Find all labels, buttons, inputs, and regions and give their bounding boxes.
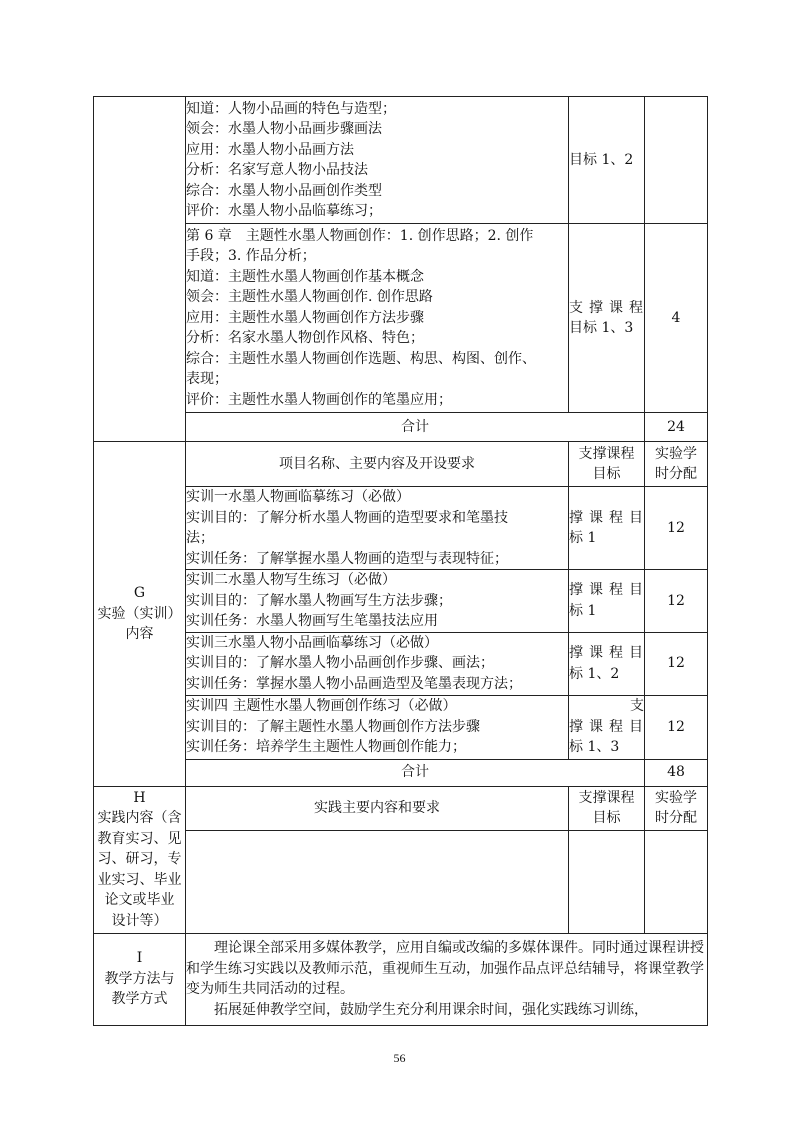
text-line: 实训四 主题性水墨人物画创作练习（必做） <box>186 698 457 715</box>
section-f-continuation-cell <box>94 97 186 442</box>
text-line: 实训二水墨人物写生练习（必做） <box>186 572 396 588</box>
method-paragraph: 理论课全部采用多媒体教学，应用自编或改编的多媒体课件。同时通过课程讲授和学生练习实践以及教师示范，重视师生互动，加强作品点评总结辅导，将课堂教学变为师生共同活动的过程。 <box>186 940 704 997</box>
text-line: 实训目的：了解水墨人物画写生方法步骤； <box>186 592 452 609</box>
section-g-hours-header: 实验学 时分配 <box>645 442 708 487</box>
section-h-content-header: 实践主要内容和要求 <box>186 786 569 830</box>
total-hours: 48 <box>645 759 708 786</box>
section-g-title: G 实验（实训） 内容 <box>94 442 186 787</box>
text-line: 实训目的：了解分析水墨人物画的造型要求和笔墨技 <box>186 509 508 526</box>
subtotal-hours: 24 <box>645 413 708 442</box>
training-support: 支 撑课程目 标 1、3 <box>569 695 645 759</box>
page-number: 56 <box>393 1051 406 1065</box>
text-line: 表现； <box>186 371 228 388</box>
text-line: 实训一水墨人物画临摹练习（必做） <box>186 489 410 505</box>
chapter6-hours: 4 <box>645 224 708 413</box>
method-paragraph: 拓展延伸教学空间，鼓励学生充分利用课余时间，强化实践练习训练， <box>214 1001 648 1018</box>
training-row <box>94 570 708 633</box>
training-row <box>94 695 708 759</box>
text-line: 分析：名家写意人物小品技法 <box>186 162 368 178</box>
section-h-support-header: 支撑课程 目标 <box>569 786 645 830</box>
training-support: 撑课程目 标 1 <box>569 487 645 570</box>
training-content <box>186 487 569 570</box>
text-line: 评价：主题性水墨人物画创作的笔墨应用； <box>186 391 452 408</box>
total-row <box>94 759 708 786</box>
chapter5-support: 目标 1、2 <box>569 97 645 224</box>
chapter5-row <box>94 97 708 224</box>
training-support: 撑课程目 标 1、2 <box>569 632 645 695</box>
training-hours: 12 <box>645 487 708 570</box>
chapter6-row <box>94 224 708 413</box>
text-line: 综合：主题性水墨人物画创作选题、构思、构图、创作、 <box>186 350 536 367</box>
text-line: 手段；3. 作品分析； <box>186 248 316 265</box>
section-h-title: H 实践内容（含 教育实习、见 习、研习，专 业实习、毕业 论文或毕业 设计等） <box>94 786 186 933</box>
section-h-content-cell <box>186 830 569 933</box>
text-line: 实训三水墨人物小品画临摹练习（必做） <box>186 634 438 651</box>
text-line: 知道：主题性水墨人物画创作基本概念 <box>186 268 424 285</box>
training-hours: 12 <box>645 570 708 633</box>
text-line: 应用：水墨人物小品画方法 <box>186 141 354 158</box>
section-g-header-row <box>94 442 708 487</box>
training-row <box>94 632 708 695</box>
chapter6-support: 支撑课程 目标 1、3 <box>569 224 645 413</box>
text-line: 知道：人物小品画的特色与造型； <box>186 100 396 117</box>
text-line: 第 6 章 主题性水墨人物画创作：1. 创作思路；2. 创作 <box>186 227 534 244</box>
text-line: 实训任务：了解掌握水墨人物画的造型与表现特征； <box>186 550 508 567</box>
text-line: 应用：主题性水墨人物画创作方法步骤 <box>186 309 424 326</box>
training-content <box>186 695 569 759</box>
text-line: 综合：水墨人物小品画创作类型 <box>186 182 382 199</box>
text-line: 分析：名家水墨人物创作风格、特色； <box>186 330 424 347</box>
text-line: 法； <box>186 530 214 546</box>
training-content <box>186 570 569 633</box>
text-line: 领会：水墨人物小品画步骤画法 <box>186 121 382 137</box>
text-line: 实训任务：掌握水墨人物小品画造型及笔墨表现方法； <box>186 675 522 692</box>
syllabus-table <box>93 96 708 1026</box>
subtotal-label: 合计 <box>186 413 645 442</box>
chapter5-hours <box>645 97 708 224</box>
chapter5-content <box>186 97 569 224</box>
text-line: 领会：主题性水墨人物画创作. 创作思路 <box>186 289 433 306</box>
text-line: 实训任务：水墨人物画写生笔墨技法应用 <box>186 613 438 629</box>
text-line: 评价：水墨人物小品临摹练习； <box>186 203 382 219</box>
section-h-hours-cell <box>645 830 708 933</box>
section-h-hours-header: 实验学 时分配 <box>645 786 708 830</box>
section-i-title: I 教学方法与 教学方式 <box>94 933 186 1025</box>
training-content <box>186 632 569 695</box>
text-line: 实训目的：了解水墨人物小品画创作步骤、画法； <box>186 655 494 672</box>
section-g-support-header: 支撑课程 目标 <box>569 442 645 487</box>
training-hours: 12 <box>645 632 708 695</box>
subtotal-row <box>94 413 708 442</box>
total-label: 合计 <box>186 759 645 786</box>
section-h-support-cell <box>569 830 645 933</box>
training-row <box>94 487 708 570</box>
text-line: 实训目的：了解主题性水墨人物画创作方法步骤 <box>186 718 480 735</box>
chapter6-content <box>186 224 569 413</box>
section-i-content <box>186 933 708 1025</box>
section-h-header-row <box>94 786 708 830</box>
training-support: 撑课程目 标 1 <box>569 570 645 633</box>
section-h-empty-row <box>94 830 708 933</box>
section-g-content-header: 项目名称、主要内容及开设要求 <box>186 442 569 487</box>
training-hours: 12 <box>645 695 708 759</box>
text-line: 实训任务：培养学生主题性人物画创作能力； <box>186 739 466 756</box>
section-i-row <box>94 933 708 1025</box>
